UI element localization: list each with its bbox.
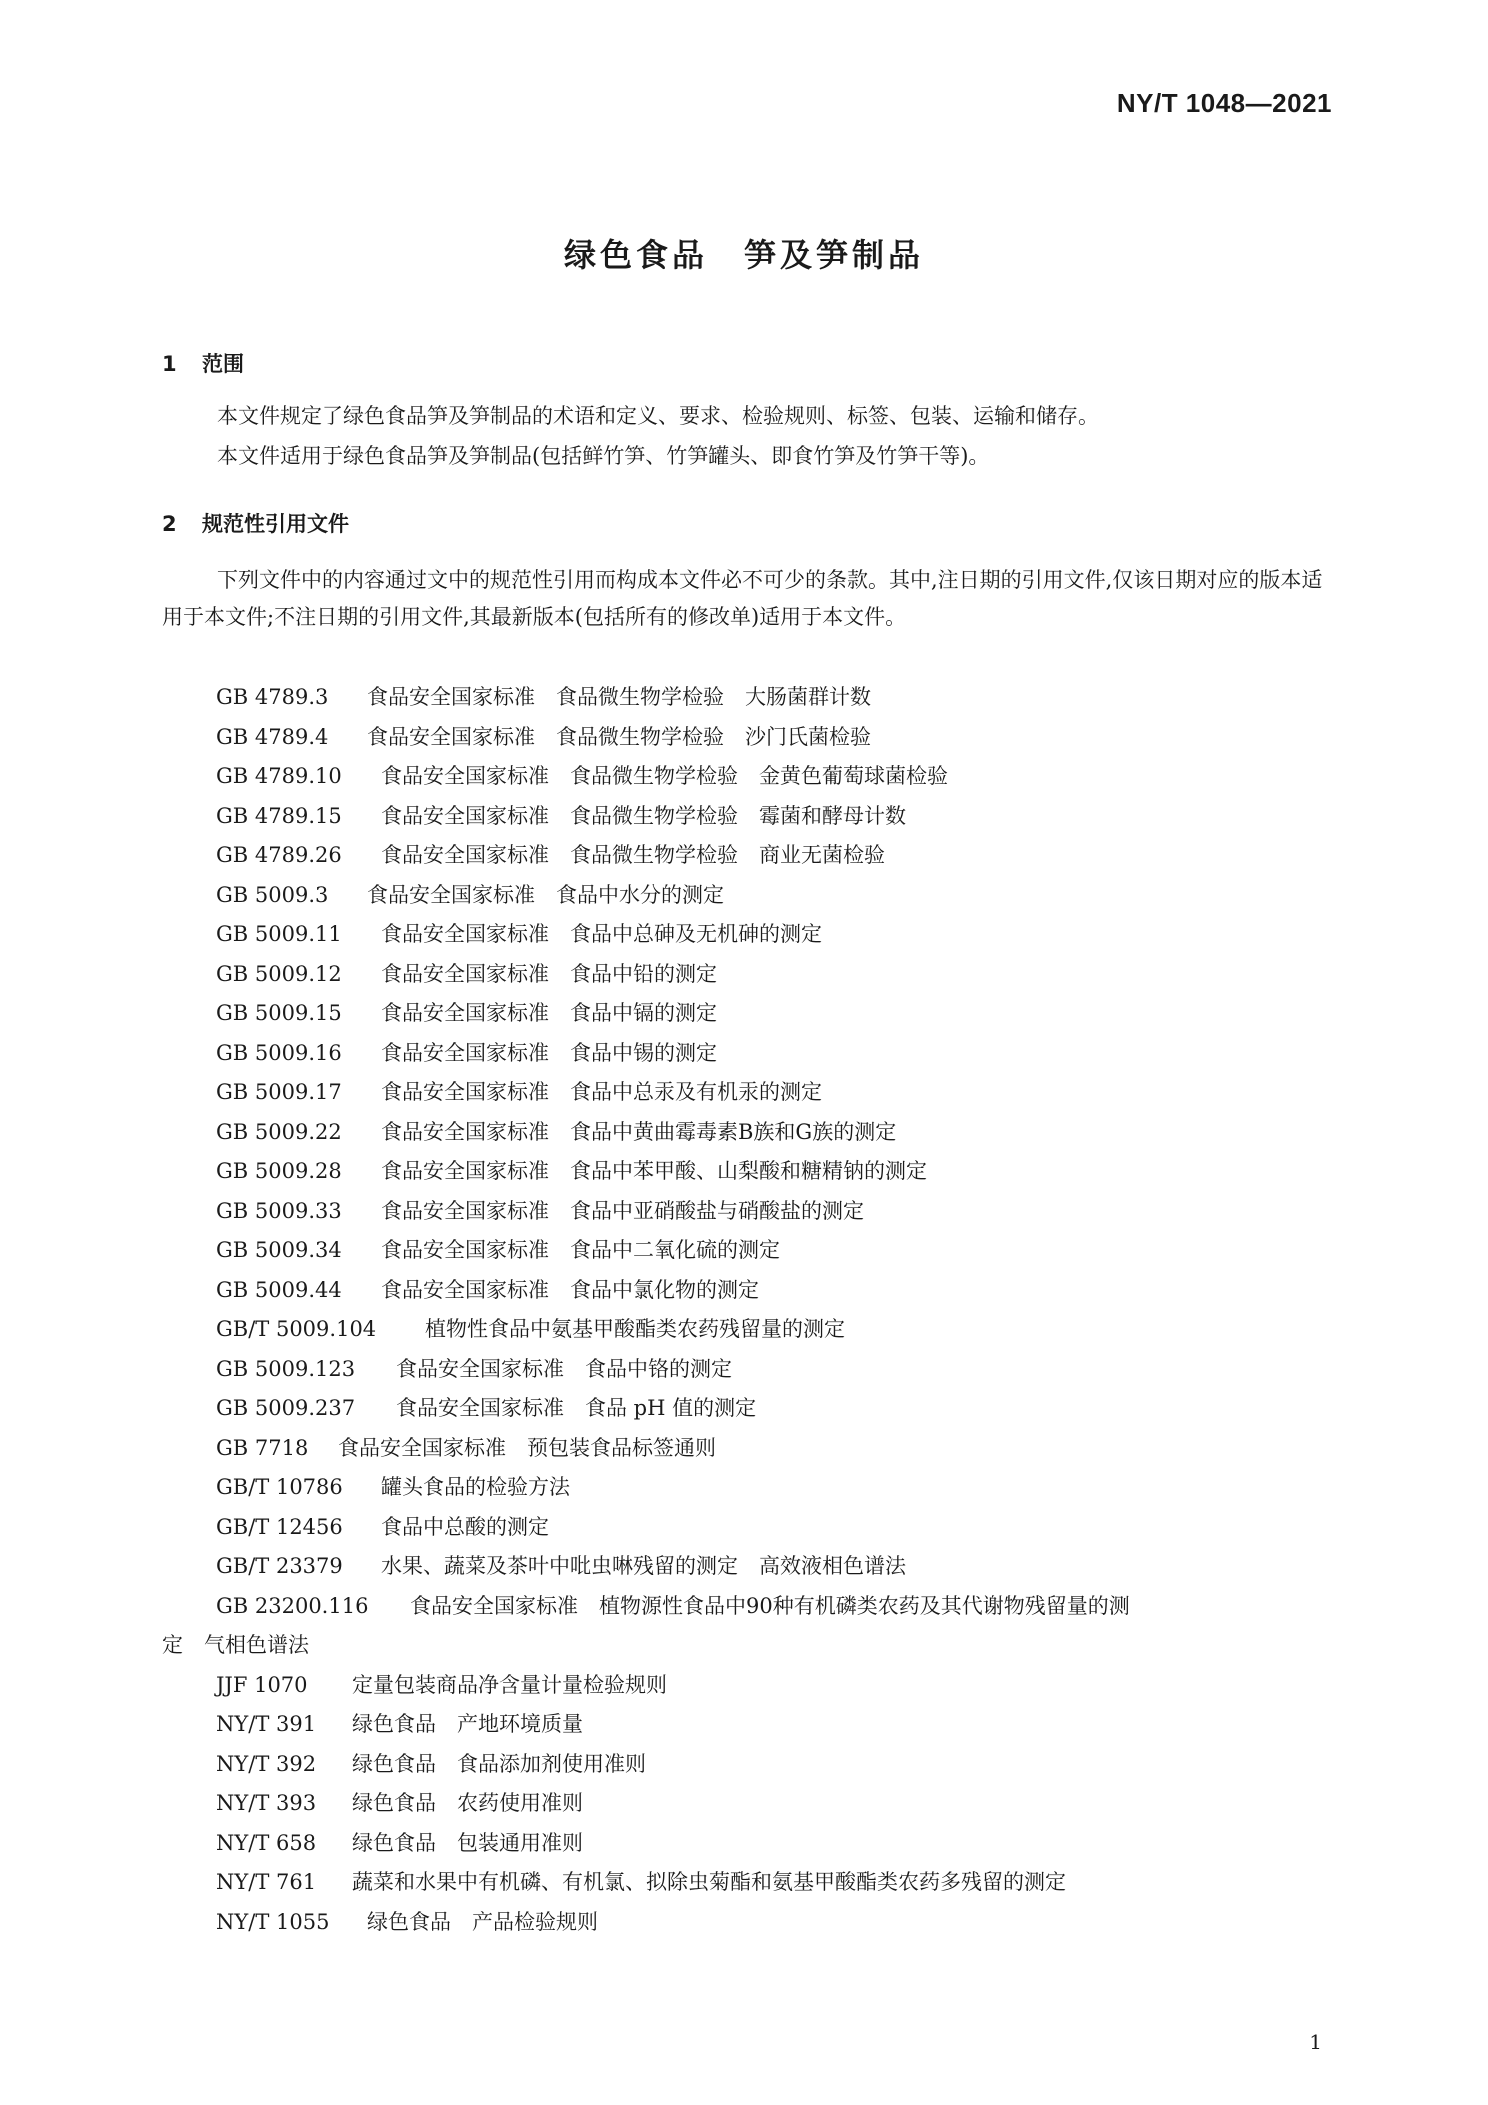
reference-code: GB 5009.33 bbox=[216, 1198, 342, 1223]
reference-item bbox=[0, 1389, 1488, 1429]
reference-item bbox=[0, 1271, 1488, 1311]
reference-code: GB 4789.10 bbox=[216, 764, 342, 788]
reference-title: 食品安全国家标准 食品中总砷及无机砷的测定 bbox=[381, 922, 822, 946]
reference-code: NY/T 1055 bbox=[216, 1909, 330, 1934]
reference-code: GB 5009.28 bbox=[216, 1159, 342, 1183]
reference-title: 食品安全国家标准 食品微生物学检验 大肠菌群计数 bbox=[367, 685, 871, 709]
reference-title: 食品安全国家标准 食品中二氧化硫的测定 bbox=[381, 1238, 780, 1262]
reference-title: 食品安全国家标准 食品微生物学检验 商业无菌检验 bbox=[381, 843, 885, 867]
reference-item bbox=[0, 1745, 1488, 1785]
reference-item bbox=[0, 1824, 1488, 1864]
reference-item bbox=[0, 955, 1488, 995]
reference-item bbox=[0, 1863, 1488, 1903]
reference-item bbox=[0, 757, 1488, 797]
reference-code: JJF 1070 bbox=[216, 1672, 308, 1697]
reference-title: 定量包装商品净含量计量检验规则 bbox=[352, 1672, 667, 1697]
section-2-number: 2 bbox=[162, 512, 177, 536]
reference-title: 食品安全国家标准 食品中铅的测定 bbox=[381, 961, 717, 986]
reference-code: NY/T 761 bbox=[216, 1870, 317, 1894]
reference-title: 食品安全国家标准 食品中苯甲酸、山梨酸和糖精钠的测定 bbox=[381, 1159, 927, 1183]
reference-item bbox=[0, 836, 1488, 876]
page-number: 1 bbox=[1309, 2030, 1322, 2054]
reference-code: NY/T 392 bbox=[216, 1751, 317, 1776]
normative-references-list bbox=[0, 678, 1488, 1942]
section-1-number: 1 bbox=[162, 352, 177, 376]
reference-item bbox=[0, 797, 1488, 837]
references-intro: 下列文件中的内容通过文中的规范性引用而构成本文件必不可少的条款。其中,注日期的引用文件,仅该日期对应的版本适用于本文件;不注日期的引用文件,其最新版本(包括所有的修改单)适用于本文件。 bbox=[162, 568, 1323, 629]
section-2-heading bbox=[162, 508, 349, 538]
title-part-1: 绿色食品 bbox=[563, 236, 708, 274]
reference-title: 植物性食品中氨基甲酸酯类农药残留量的测定 bbox=[425, 1317, 845, 1341]
reference-code: NY/T 658 bbox=[216, 1830, 317, 1855]
section-1-heading bbox=[162, 348, 244, 378]
reference-item bbox=[0, 994, 1488, 1034]
reference-title: 绿色食品 农药使用准则 bbox=[352, 1791, 583, 1815]
reference-title: 食品安全国家标准 食品微生物学检验 金黄色葡萄球菌检验 bbox=[381, 764, 948, 788]
reference-item bbox=[0, 1784, 1488, 1824]
reference-item bbox=[0, 1547, 1488, 1587]
reference-title: 食品安全国家标准 食品 pH 值的测定 bbox=[396, 1396, 757, 1420]
reference-title: 蔬菜和水果中有机磷、有机氯、拟除虫菊酯和氨基甲酸酯类农药多残留的测定 bbox=[352, 1870, 1066, 1894]
reference-code: NY/T 393 bbox=[216, 1791, 317, 1815]
reference-code: GB 5009.3 bbox=[216, 882, 329, 907]
reference-code: GB/T 10786 bbox=[216, 1475, 343, 1499]
reference-item bbox=[0, 678, 1488, 718]
scope-paragraph-2: 本文件适用于绿色食品笋及笋制品(包括鲜竹笋、竹笋罐头、即食竹笋及竹笋干等)。 bbox=[217, 444, 990, 468]
reference-code: GB 4789.15 bbox=[216, 803, 342, 828]
standard-number: NY/T 1048—2021 bbox=[1116, 88, 1332, 118]
reference-item-continuation bbox=[0, 1626, 1488, 1666]
reference-code: GB 5009.12 bbox=[216, 961, 342, 986]
reference-title: 食品安全国家标准 食品中亚硝酸盐与硝酸盐的测定 bbox=[381, 1198, 864, 1223]
reference-item bbox=[0, 1508, 1488, 1548]
reference-code: GB 7718 bbox=[216, 1435, 309, 1460]
reference-code: GB/T 12456 bbox=[216, 1514, 343, 1539]
reference-item bbox=[0, 1310, 1488, 1350]
reference-item bbox=[0, 1073, 1488, 1113]
reference-item bbox=[0, 1587, 1488, 1627]
scope-paragraph-1: 本文件规定了绿色食品笋及笋制品的术语和定义、要求、检验规则、标签、包装、运输和储存。 bbox=[217, 404, 1099, 428]
reference-item bbox=[0, 1113, 1488, 1153]
reference-code: GB 23200.116 bbox=[216, 1593, 369, 1618]
reference-item bbox=[0, 1034, 1488, 1074]
reference-item bbox=[0, 876, 1488, 916]
reference-code: GB 5009.15 bbox=[216, 1001, 342, 1025]
reference-code: GB 5009.123 bbox=[216, 1356, 356, 1381]
reference-title: 绿色食品 产地环境质量 bbox=[352, 1712, 583, 1736]
reference-item bbox=[0, 1903, 1488, 1943]
reference-code: GB 5009.16 bbox=[216, 1040, 342, 1065]
reference-title: 食品安全国家标准 食品中氯化物的测定 bbox=[381, 1277, 759, 1302]
section-1-title: 范围 bbox=[202, 352, 244, 376]
reference-code: GB 4789.3 bbox=[216, 685, 329, 709]
reference-item bbox=[0, 1705, 1488, 1745]
document-title bbox=[0, 230, 1488, 276]
reference-code: GB 5009.34 bbox=[216, 1238, 342, 1262]
reference-item bbox=[0, 1350, 1488, 1390]
reference-item bbox=[0, 1468, 1488, 1508]
reference-code: GB 4789.4 bbox=[216, 724, 329, 749]
title-part-2: 笋及笋制品 bbox=[744, 236, 925, 274]
reference-code: GB/T 23379 bbox=[216, 1554, 343, 1578]
reference-item bbox=[0, 1152, 1488, 1192]
reference-title: 绿色食品 产品检验规则 bbox=[367, 1909, 598, 1934]
reference-item bbox=[0, 1666, 1488, 1706]
reference-title: 食品安全国家标准 植物源性食品中90种有机磷类农药及其代谢物残留量的测 bbox=[410, 1593, 1130, 1618]
reference-title: 食品中总酸的测定 bbox=[381, 1514, 549, 1539]
reference-title: 食品安全国家标准 食品中铬的测定 bbox=[396, 1356, 732, 1381]
reference-title-continuation: 定 气相色谱法 bbox=[162, 1633, 309, 1657]
reference-code: GB 5009.237 bbox=[216, 1396, 356, 1420]
reference-code: GB 5009.44 bbox=[216, 1277, 342, 1302]
reference-code: NY/T 391 bbox=[216, 1712, 317, 1736]
reference-title: 罐头食品的检验方法 bbox=[381, 1475, 570, 1499]
reference-title: 食品安全国家标准 食品中锡的测定 bbox=[381, 1040, 717, 1065]
reference-title: 绿色食品 食品添加剂使用准则 bbox=[352, 1751, 646, 1776]
reference-item bbox=[0, 1231, 1488, 1271]
reference-code: GB 4789.26 bbox=[216, 843, 342, 867]
reference-item bbox=[0, 718, 1488, 758]
reference-title: 食品安全国家标准 食品微生物学检验 沙门氏菌检验 bbox=[367, 724, 871, 749]
reference-title: 食品安全国家标准 预包装食品标签通则 bbox=[338, 1435, 716, 1460]
reference-title: 食品安全国家标准 食品中水分的测定 bbox=[367, 882, 724, 907]
reference-code: GB 5009.11 bbox=[216, 922, 342, 946]
reference-title: 水果、蔬菜及茶叶中吡虫啉残留的测定 高效液相色谱法 bbox=[381, 1554, 906, 1578]
reference-title: 食品安全国家标准 食品中黄曲霉毒素B族和G族的测定 bbox=[381, 1119, 897, 1144]
reference-item bbox=[0, 1429, 1488, 1469]
reference-code: GB 5009.22 bbox=[216, 1119, 342, 1144]
reference-code: GB/T 5009.104 bbox=[216, 1317, 377, 1341]
reference-title: 食品安全国家标准 食品微生物学检验 霉菌和酵母计数 bbox=[381, 803, 906, 828]
reference-code: GB 5009.17 bbox=[216, 1080, 342, 1104]
reference-item bbox=[0, 1192, 1488, 1232]
section-2-title: 规范性引用文件 bbox=[202, 512, 349, 536]
reference-title: 食品安全国家标准 食品中总汞及有机汞的测定 bbox=[381, 1080, 822, 1104]
reference-item bbox=[0, 915, 1488, 955]
reference-title: 绿色食品 包装通用准则 bbox=[352, 1830, 583, 1855]
reference-title: 食品安全国家标准 食品中镉的测定 bbox=[381, 1001, 717, 1025]
